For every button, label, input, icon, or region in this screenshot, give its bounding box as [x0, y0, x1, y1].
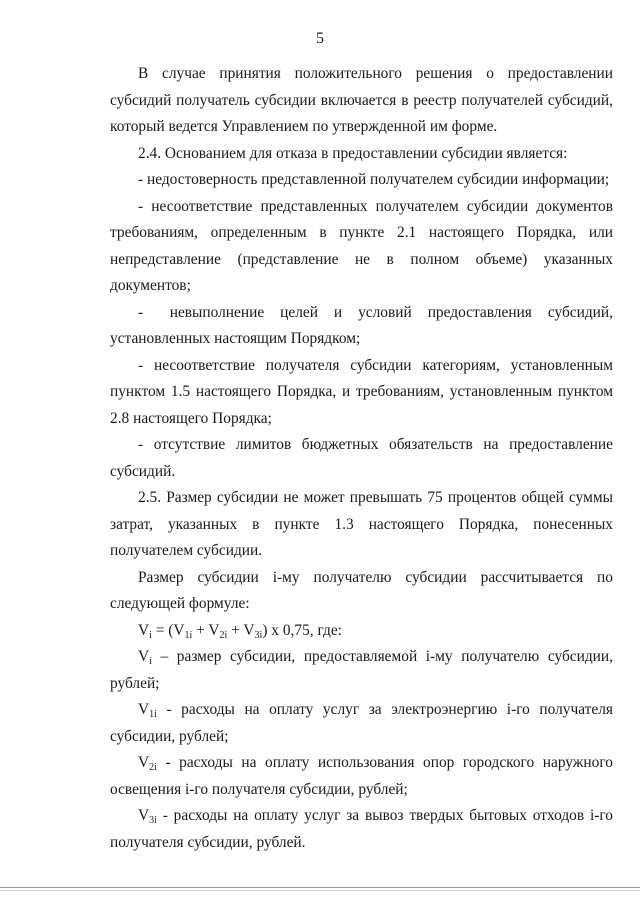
- definition-vi: [110, 644, 613, 697]
- definition-vi-text: – размер субсидии, предоставляемой i-му получателю субсидии, рублей;: [110, 648, 613, 692]
- definition-v1i-sub: 1i: [149, 709, 157, 720]
- definition-v1i-symbol: V: [138, 701, 150, 718]
- definition-v2i-text: - расходы на оплату использования опор городского наружного освещения i-го получателя субсидии, рублей;: [110, 754, 613, 798]
- formula-tail: ) x 0,75, где:: [262, 621, 342, 639]
- formula-lhs-sub: i: [149, 629, 152, 641]
- definition-v3i: [110, 803, 613, 856]
- paragraph-refusal-reason-4: - несоответствие получателя субсидии категориям, установленным пунктом 1.5 настоящего Порядка, и требованиям, установленным пунктом 2.8 настоящего Порядка;: [110, 356, 613, 427]
- subsidy-formula: [110, 618, 613, 645]
- page-number: 5: [316, 30, 324, 47]
- definition-v3i-sub: 3i: [149, 815, 157, 826]
- paragraph-refusal-reason-5: - отсутствие лимитов бюджетных обязательств на предоставление субсидий.: [110, 436, 613, 480]
- definition-v3i-text: - расходы на оплату услуг за вывоз твердых бытовых отходов i-го получателя субсидии, рублей.: [110, 807, 613, 851]
- page-bottom-edge: [0, 887, 640, 888]
- definition-v1i-text: - расходы на оплату услуг за электроэнергию i-го получателя субсидии, рублей;: [110, 701, 613, 745]
- page-bottom-edge-shadow: [0, 890, 640, 891]
- paragraph-formula-intro: Размер субсидии i-му получателю субсидии рассчитывается по следующей формуле:: [110, 568, 613, 612]
- definition-v2i-sub: 2i: [149, 762, 157, 773]
- definition-vi-sub: i: [149, 656, 152, 667]
- formula-eq: = (V: [151, 621, 185, 639]
- definition-vi-symbol: V: [138, 648, 150, 665]
- paragraph-refusal-reason-1: - недостоверность представленной получателем субсидии информации;: [138, 171, 610, 188]
- paragraph-refusal-reason-3-line1: - невыполнение целей и условий предоставления субсидий,: [138, 303, 613, 321]
- definition-v3i-symbol: V: [138, 807, 150, 824]
- definition-v2i-symbol: V: [138, 754, 150, 771]
- paragraph-2-5: 2.5. Размер субсидии не может превышать 75 процентов общей суммы затрат, указанных в пункте 1.3 настоящего Порядка, понесенных получателем субсидии.: [110, 489, 613, 559]
- formula-term3-sub: 3i: [254, 629, 263, 641]
- paragraph-2-4-heading: 2.4. Основанием для отказа в предоставлении субсидии является:: [138, 144, 568, 162]
- formula-plus1: + V: [192, 621, 220, 639]
- paragraph-refusal-reason-2: - несоответствие представленных получателем субсидии документов требованиям, определенным в пункте 2.1 настоящего Порядка, или непредставление (представление не в полном объеме) указанных документов;: [110, 197, 613, 294]
- formula-term2-sub: 2i: [219, 629, 228, 641]
- formula-term1-sub: 1i: [184, 629, 193, 641]
- formula-plus2: + V: [227, 621, 255, 639]
- formula-lhs: V: [138, 621, 150, 639]
- paragraph-registry: В случае принятия положительного решения о предоставлении субсидий получатель субсидии включается в реестр получателей субсидий, который ведется Управлением по утвержденной им форме.: [110, 65, 613, 135]
- definition-v2i: [110, 750, 613, 803]
- definition-v1i: [110, 697, 613, 750]
- paragraph-refusal-reason-3-line2: установленных настоящим Порядком;: [110, 330, 361, 347]
- document-body: [110, 61, 613, 856]
